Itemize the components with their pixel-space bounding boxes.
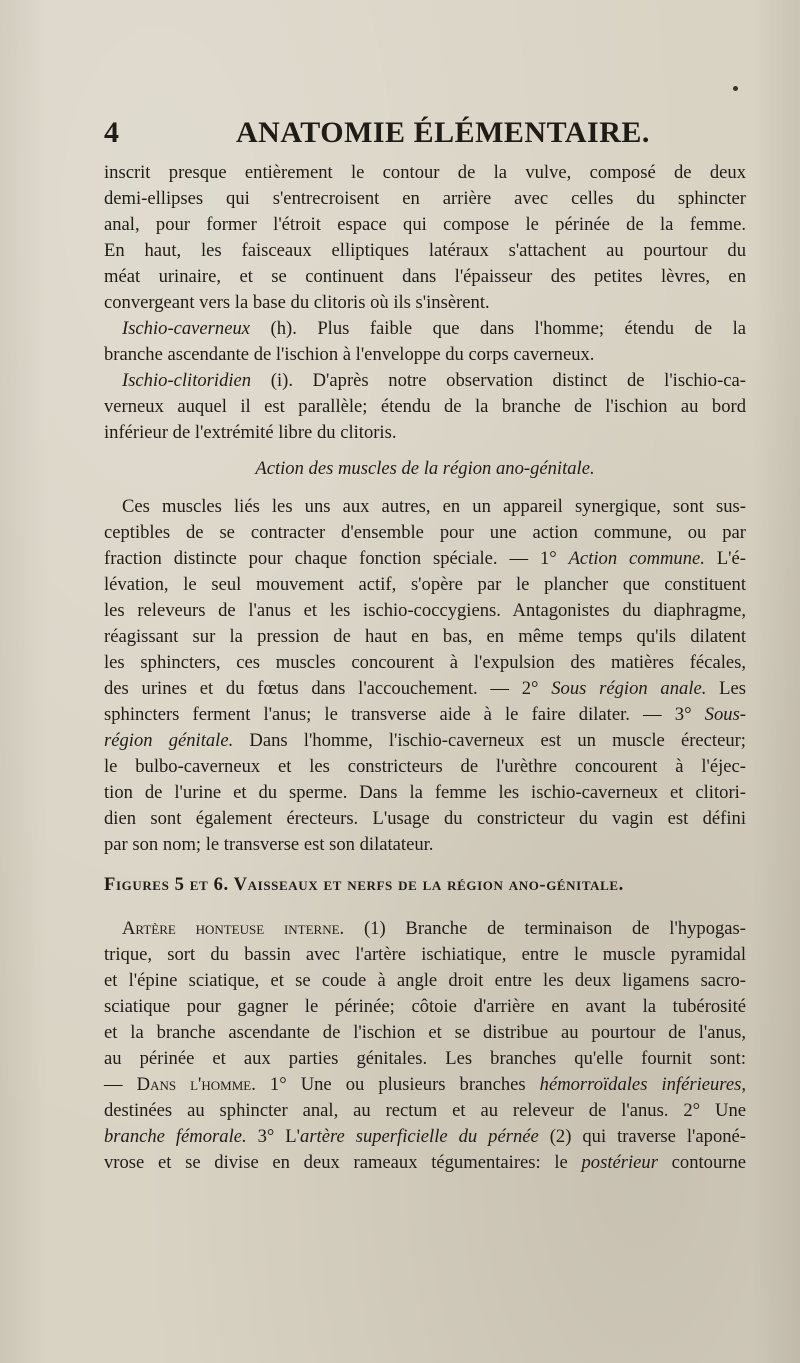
text-line [104, 316, 746, 342]
text-fragment: Les [706, 678, 746, 699]
text-line: tion de l'urine et du sperme. Dans la femme les ischio-caverneux et clitori- [104, 782, 746, 803]
section-heading: Action des muscles de la région ano-génitale. [255, 458, 595, 479]
text-line: Ces muscles liés les uns aux autres, en un appareil synergique, sont sus- [122, 496, 746, 517]
italic-term: branche fémorale. [104, 1126, 247, 1147]
text-line: au périnée et aux parties génitales. Les branches qu'elle fournit sont: [104, 1048, 746, 1069]
italic-term: hémorroïdales inférieures, [539, 1074, 746, 1095]
italic-term: Action commune. [568, 548, 705, 569]
text-fragment: Dans l'homme, l'ischio-caverneux est un muscle érecteur; [233, 730, 746, 751]
text-fragment: fraction distincte pour chaque fonction spéciale. — 1° [104, 548, 569, 569]
text-line [104, 1150, 746, 1176]
text-line: demi-ellipses qui s'entrecroisent en arrière avec celles du sphincter [104, 188, 746, 209]
text-line: et l'épine sciatique, et se coude à angle droit entre les deux ligamens sacro- [104, 970, 746, 991]
running-title: ANATOMIE ÉLÉMENTAIRE. [236, 116, 650, 149]
text-line: et la branche ascendante de l'ischion et se distribue au pourtour de l'anus, [104, 1022, 746, 1043]
text-line: destinées au sphincter anal, au rectum et au releveur de l'anus. 2° Une [104, 1100, 746, 1121]
text-line [104, 916, 746, 942]
text-fragment: 1° Une ou plusieurs branches [255, 1074, 540, 1095]
text-line [104, 368, 746, 394]
italic-term: postérieur [581, 1152, 658, 1173]
text-line [104, 702, 746, 728]
text-fragment: — [104, 1074, 137, 1095]
text-fragment: vrose et se divise en deux rameaux tégumentaires: le [104, 1152, 582, 1173]
page-number: 4 [104, 116, 119, 149]
text-line: ceptibles de se contracter d'ensemble pour une action commune, ou par [104, 522, 746, 543]
italic-term: artère superficielle du pérnée [300, 1126, 539, 1147]
text-line: les sphincters, ces muscles concourent à l'expulsion des matières fécales, [104, 652, 746, 673]
text-fragment: (i). D'après notre observation distinct de l'ischio-ca- [251, 370, 746, 391]
text-line: les releveurs de l'anus et les ischio-coccygiens. Antagonistes du diaphragme, [104, 600, 746, 621]
page-header [104, 112, 744, 156]
small-caps-term: Artère honteuse interne. [122, 918, 345, 939]
text-fragment: (1) Branche de terminaison de l'hypogas- [344, 918, 746, 939]
muscle-term: Ischio-caverneux [122, 318, 251, 339]
text-line: réagissant sur la pression de haut en bas, en même temps qu'ils dilatent [104, 626, 746, 647]
text-line: le bulbo-caverneux et les constricteurs de l'urèthre concourent à l'éjec- [104, 756, 746, 777]
text-line: méat urinaire, et se continuent dans l'épaisseur des petites lèvres, en [104, 266, 746, 287]
text-line [104, 1072, 746, 1098]
text-line: sciatique pour gagner le périnée; côtoie d'arrière en avant la tubérosité [104, 996, 746, 1017]
text-fragment: (h). Plus faible que dans l'homme; étendu de la [250, 318, 746, 339]
text-line [104, 546, 746, 572]
text-line [104, 728, 746, 754]
italic-term: Sous- [704, 704, 746, 725]
italic-term: région génitale. [104, 730, 234, 751]
figures-heading: Figures 5 et 6. Vaisseaux et nerfs de la région ano-génitale. [104, 874, 624, 895]
text-line: trique, sort du bassin avec l'artère ischiatique, entre le muscle pyramidal [104, 944, 746, 965]
muscle-term: Ischio-clitoridien [122, 370, 252, 391]
text-line: branche ascendante de l'ischion à l'enveloppe du corps caverneux. [104, 344, 595, 365]
text-line: lévation, le seul mouvement actif, s'opère par le plancher que constituent [104, 574, 746, 595]
text-fragment: 3° L' [246, 1126, 301, 1147]
italic-term: Sous région anale. [551, 678, 707, 699]
small-caps-term: Dans l'homme. [136, 1074, 256, 1095]
text-line: verneux auquel il est parallèle; étendu de la branche de l'ischion au bord [104, 396, 746, 417]
text-line: inscrit presque entièrement le contour de la vulve, composé de deux [104, 162, 746, 183]
body-text [104, 160, 746, 1176]
text-line: En haut, les faisceaux elliptiques latéraux s'attachent au pourtour du [104, 240, 746, 261]
text-line: convergeant vers la base du clitoris où ils s'insèrent. [104, 292, 490, 313]
text-fragment: L'é- [704, 548, 746, 569]
ink-speck [733, 86, 738, 91]
text-line [104, 676, 746, 702]
text-fragment: sphincters ferment l'anus; le transverse aide à le faire dilater. — 3° [104, 704, 705, 725]
text-line: inférieur de l'extrémité libre du clitoris. [104, 422, 397, 443]
text-fragment: (2) qui traverse l'aponé- [538, 1126, 746, 1147]
text-fragment: des urines et du fœtus dans l'accouchement. — 2° [104, 678, 552, 699]
text-line: par son nom; le transverse est son dilatateur. [104, 834, 434, 855]
text-fragment: contourne [657, 1152, 746, 1173]
text-line [104, 1124, 746, 1150]
text-line: anal, pour former l'étroit espace qui compose le périnée de la femme. [104, 214, 746, 235]
text-line: dien sont également érecteurs. L'usage du constricteur du vagin est défini [104, 808, 746, 829]
